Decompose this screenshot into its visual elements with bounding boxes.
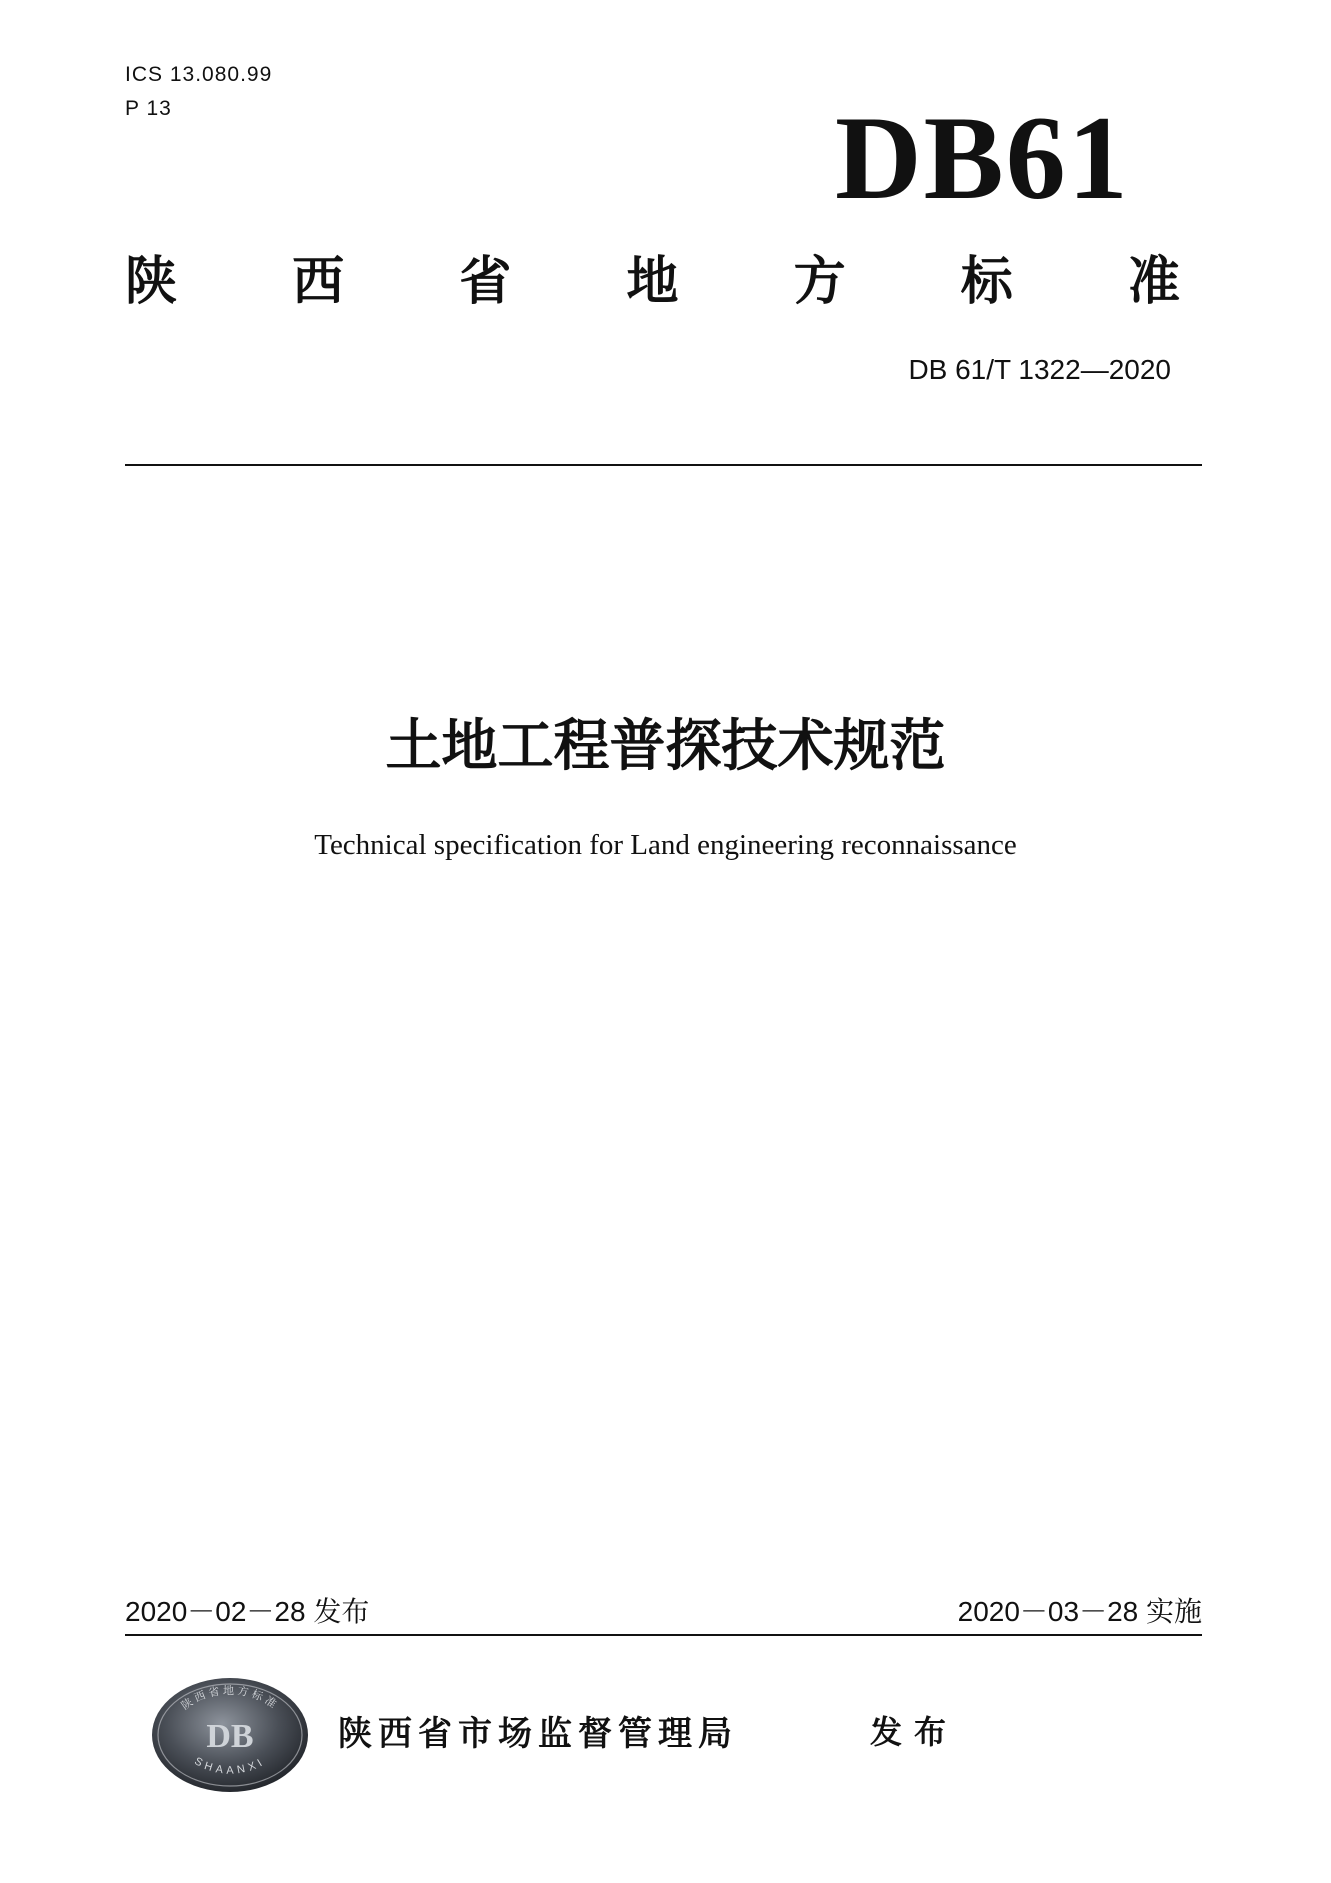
seal-emblem-icon [150, 1676, 310, 1794]
document-title-zh: 土地工程普探技术规范 [385, 714, 946, 779]
footer-divider [125, 1634, 1202, 1636]
date-row [125, 1592, 1202, 1632]
standard-type-char: 陕 [125, 252, 178, 312]
svg-text:DB: DB [206, 1718, 254, 1755]
standard-type-char: 准 [1127, 252, 1180, 312]
svg-text:陕西省地方标准: 陕西省地方标准 [178, 1684, 282, 1713]
implement-date: 2020－03－28 实施 [957, 1596, 1202, 1627]
standard-type-char: 方 [793, 252, 846, 312]
publisher-name: 陕西省市场监督管理局 [338, 1714, 738, 1754]
standard-type-char: 省 [459, 252, 512, 312]
document-title-en: Technical specification for Land engineering reconnaissance [314, 829, 1017, 861]
standard-type-char: 标 [960, 252, 1013, 312]
ics-code: ICS 13.080.99 [125, 63, 273, 86]
standard-number: DB 61/T 1322—2020 [908, 354, 1171, 385]
standard-type-heading [125, 250, 1180, 314]
ccs-code: P 13 [125, 97, 172, 120]
standard-type-char: 地 [626, 252, 679, 312]
standard-seal-logo [150, 1676, 310, 1794]
standard-type-char: 西 [292, 252, 345, 312]
header-divider [125, 464, 1202, 466]
classification-block [125, 58, 272, 126]
issue-date: 2020－02－28 发布 [125, 1596, 370, 1627]
publish-label: 发布 [870, 1713, 959, 1751]
svg-text:SHAANXI: SHAANXI [192, 1755, 268, 1777]
db61-code-mark: DB61 [835, 91, 1130, 224]
